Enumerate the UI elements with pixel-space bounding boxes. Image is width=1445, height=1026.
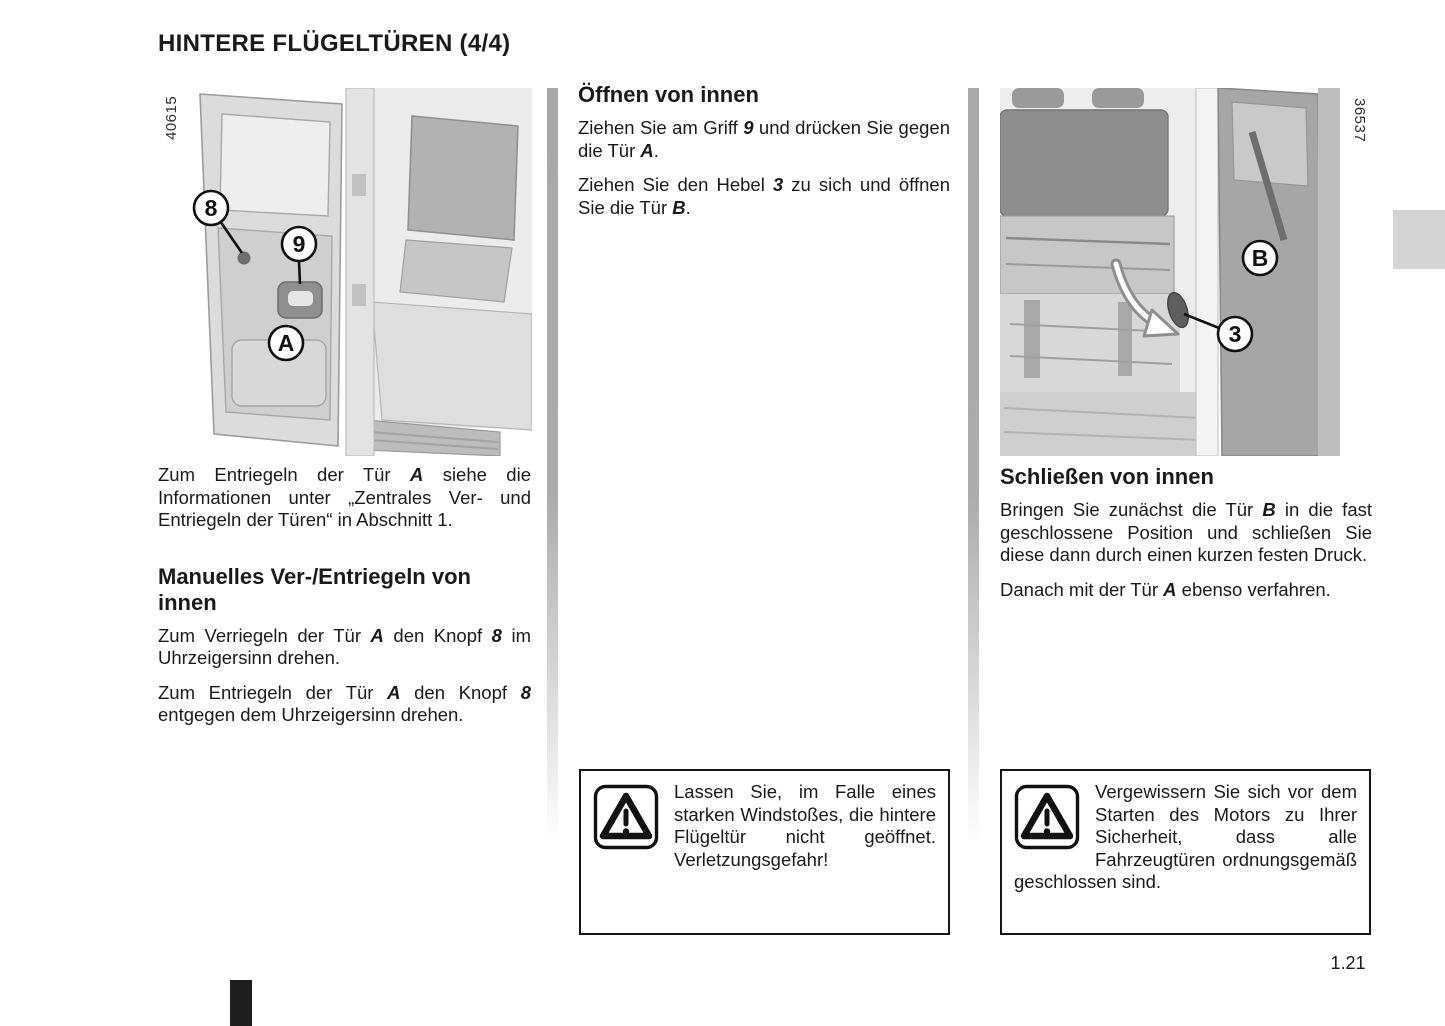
bench-seat-back [1000,110,1168,216]
lock-knob [238,252,251,265]
left-column [158,464,531,739]
right-paragraph-1: Bringen Sie zunächst die Tür B in die fast geschlossene Position und schließen Sie diese dann durch einen kurzen festen Druck. [1000,499,1373,565]
seat-base [400,240,512,302]
section-heading-manual-locking: Manuelles Ver-/Entriegeln von innen [158,563,471,615]
page-title: HINTERE FLÜGELTÜREN (4/4) [158,30,511,57]
seat-back [408,116,518,240]
warning-box-doors-closed [1000,769,1371,935]
section-heading-open-from-inside: Öffnen von innen [578,82,759,107]
rear-quarter-panel [1318,88,1340,456]
middle-paragraph-1: Ziehen Sie am Griff 9 und drücken Sie gegen die Tür A. [578,117,950,161]
left-paragraph-2: Zum Entriegeln der Tür A den Knopf 8 entgegen dem Uhrzeigersinn drehen. [158,681,531,725]
cargo-floor [372,302,532,430]
figure-ref-left: 40615 [163,95,180,140]
section-heading-close-from-inside: Schließen von innen [1000,464,1214,489]
headrest [1092,88,1144,108]
door-b-window [1232,102,1308,186]
seat-leg [1118,302,1132,376]
svg-text:9: 9 [292,231,306,257]
middle-paragraph-2: Ziehen Sie den Hebel 3 zu sich und öffnen Sie die Tür B. [578,174,950,218]
headrest [1012,88,1064,108]
door-pillar [346,88,374,456]
warning-triangle-icon [1014,784,1080,850]
svg-text:A: A [277,330,295,356]
right-paragraph-2: Danach mit der Tür A ebenso verfahren. [1000,578,1331,600]
column-divider [547,88,558,868]
seat-frame [1000,216,1174,294]
seat-leg [1024,300,1040,378]
warning-triangle-icon [593,784,659,850]
svg-text:B: B [1251,245,1269,271]
left-intro-paragraph: Zum Entriegeln der Tür A siehe die Informationen unter „Zentrales Ver- und Entriegeln der Türen“ in Abschnitt 1. [158,464,531,530]
callout-a [269,326,303,360]
floor [1000,392,1206,456]
middle-column [578,82,950,231]
warning-text: Vergewissern Sie sich vor dem Starten des Motors zu Ihrer Sicherheit, dass alle Fahrzeugtüren ordnungsgemäß geschlossen sind. [1014,781,1357,892]
warning-box-wind-gust [579,769,950,935]
left-paragraph-1: Zum Verriegeln der Tür A den Knopf 8 im Uhrzeigersinn drehen. [158,624,531,668]
page-number: 1.21 [1330,953,1366,973]
figure-rear-door-interior [160,88,532,456]
hinge [352,174,366,196]
figure-ref-right: 36537 [1351,98,1368,143]
column-divider [968,88,979,868]
callout-b [1243,241,1277,275]
door-handle [288,291,313,306]
door-window [220,114,330,216]
warning-text: Lassen Sie, im Falle eines starken Windstoßes, die hintere Flügeltür nicht geöffnet. Verletzungsgefahr! [674,781,936,870]
figure-door-closing-from-inside [1000,88,1340,456]
chapter-index-tab [1393,210,1445,269]
svg-text:8: 8 [204,195,218,221]
doorway-edge [1196,88,1218,456]
hinge [352,284,366,306]
door-lever-illustration [1000,88,1340,456]
svg-text:3: 3 [1228,321,1242,347]
right-column [1000,464,1372,613]
print-registration-mark [230,980,252,1026]
rear-door-illustration [160,88,532,456]
